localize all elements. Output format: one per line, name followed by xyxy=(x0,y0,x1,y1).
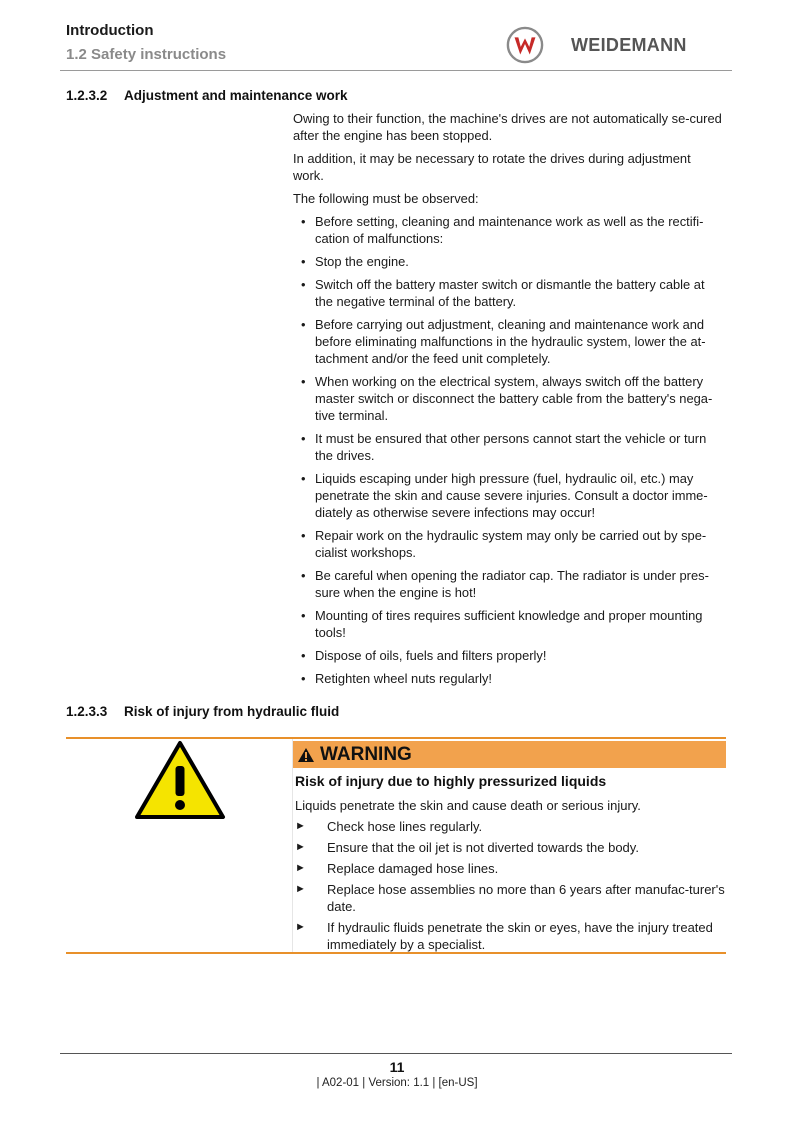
arrow-right-icon: ► xyxy=(295,820,306,832)
warning-bottom-rule xyxy=(66,952,726,954)
bullet-icon: • xyxy=(301,317,306,332)
list-item-text: Before setting, cleaning and maintenance work as well as the rectifi-cation of malfunctions: xyxy=(315,214,704,246)
warning-alert-icon xyxy=(297,747,315,763)
paragraph: Owing to their function, the machine's drives are not automatically se-cured after the engine has been stopped. xyxy=(293,111,722,143)
list-item xyxy=(293,253,725,270)
bullet-icon: • xyxy=(301,277,306,292)
paragraph: The following must be observed: xyxy=(293,191,479,206)
arrow-right-icon: ► xyxy=(295,883,306,895)
list-item xyxy=(293,276,725,310)
bullet-icon: • xyxy=(301,608,306,623)
list-item-text: If hydraulic fluids penetrate the skin or eyes, have the injury treated immediately by a specialist. xyxy=(327,920,713,952)
arrow-right-icon: ► xyxy=(295,862,306,874)
list-item-text: Retighten wheel nuts regularly! xyxy=(315,671,492,686)
list-item-text: Be careful when opening the radiator cap. The radiator is under pres-sure when the engine is hot! xyxy=(315,568,709,600)
warning-steps xyxy=(295,818,727,953)
section-title: Adjustment and maintenance work xyxy=(124,88,348,103)
list-item-text: Replace damaged hose lines. xyxy=(327,861,499,876)
list-item-text: Stop the engine. xyxy=(315,254,409,269)
list-item xyxy=(295,860,727,877)
list-item-text: Replace hose assemblies no more than 6 years after manufac-turer's date. xyxy=(327,882,725,914)
list-item xyxy=(293,316,725,367)
bullet-icon: • xyxy=(301,431,306,446)
list-item xyxy=(293,527,725,561)
warning-top-rule xyxy=(66,737,726,739)
warning-label: WARNING xyxy=(320,743,412,765)
page-number: 11 xyxy=(389,1059,405,1075)
list-item-text: Before carrying out adjustment, cleaning and maintenance work and before eliminating malfunctions in the hydraulic system, lower the at-tachment and/or the feed unit completely. xyxy=(315,317,706,366)
warning-body xyxy=(295,797,727,957)
list-item-text: When working on the electrical system, always switch off the battery master switch or disconnect the battery cable from the battery's nega-tive terminal. xyxy=(315,374,713,423)
bullet-icon: • xyxy=(301,374,306,389)
list-item-text: Check hose lines regularly. xyxy=(327,819,483,834)
section-title: Risk of injury from hydraulic fluid xyxy=(124,704,340,719)
header-divider xyxy=(60,70,732,71)
bullet-icon: • xyxy=(301,568,306,583)
footer-divider xyxy=(60,1053,732,1054)
list-item xyxy=(293,670,725,687)
list-item xyxy=(293,373,725,424)
list-item xyxy=(293,213,725,247)
warning-banner xyxy=(293,741,726,768)
section-heading-adjustment xyxy=(66,88,348,103)
brand-name: WEIDEMANN xyxy=(571,34,687,55)
warning-triangle-icon xyxy=(134,740,226,820)
warning-column-divider xyxy=(292,739,293,952)
list-item xyxy=(295,881,727,915)
warning-intro: Liquids penetrate the skin and cause death or serious injury. xyxy=(295,798,641,813)
bullet-icon: • xyxy=(301,254,306,269)
section-body-adjustment xyxy=(293,110,725,693)
list-item-text: Dispose of oils, fuels and filters properly! xyxy=(315,648,547,663)
section-number: 1.2.3.3 xyxy=(66,704,108,719)
list-item xyxy=(293,470,725,521)
list-item xyxy=(293,607,725,641)
bullet-list xyxy=(293,213,725,687)
arrow-right-icon: ► xyxy=(295,921,306,933)
bullet-icon: • xyxy=(301,471,306,486)
list-item-text: Switch off the battery master switch or dismantle the battery cable at the negative terminal of the battery. xyxy=(315,277,705,309)
list-item-text: Mounting of tires requires sufficient knowledge and proper mounting tools! xyxy=(315,608,703,640)
section-heading-hydraulic xyxy=(66,704,339,719)
header-subtitle: 1.2 Safety instructions xyxy=(66,46,227,63)
list-item xyxy=(293,567,725,601)
list-item-text: It must be ensured that other persons cannot start the vehicle or turn the drives. xyxy=(315,431,707,463)
arrow-right-icon: ► xyxy=(295,841,306,853)
list-item-text: Repair work on the hydraulic system may only be carried out by spe-cialist workshops. xyxy=(315,528,707,560)
header-title: Introduction xyxy=(66,22,154,39)
bullet-icon: • xyxy=(301,648,306,663)
section-number: 1.2.3.2 xyxy=(66,88,108,103)
bullet-icon: • xyxy=(301,671,306,686)
bullet-icon: • xyxy=(301,528,306,543)
list-item xyxy=(293,647,725,664)
list-item xyxy=(295,919,727,953)
weidemann-logo-icon xyxy=(506,26,544,64)
list-item-text: Liquids escaping under high pressure (fuel, hydraulic oil, etc.) may penetrate the skin and cause severe injuries. Consult a doctor imme-diately as otherwise severe infections may occur! xyxy=(315,471,708,520)
bullet-icon: • xyxy=(301,214,306,229)
list-item xyxy=(295,818,727,835)
warning-heading: Risk of injury due to highly pressurized liquids xyxy=(295,773,607,789)
list-item xyxy=(293,430,725,464)
paragraph: In addition, it may be necessary to rotate the drives during adjustment work. xyxy=(293,151,691,183)
list-item-text: Ensure that the oil jet is not diverted towards the body. xyxy=(327,840,639,855)
brand-logo xyxy=(506,25,726,65)
list-item xyxy=(295,839,727,856)
footer-doc-info: | A02-01 | Version: 1.1 | [en-US] xyxy=(316,1077,478,1089)
